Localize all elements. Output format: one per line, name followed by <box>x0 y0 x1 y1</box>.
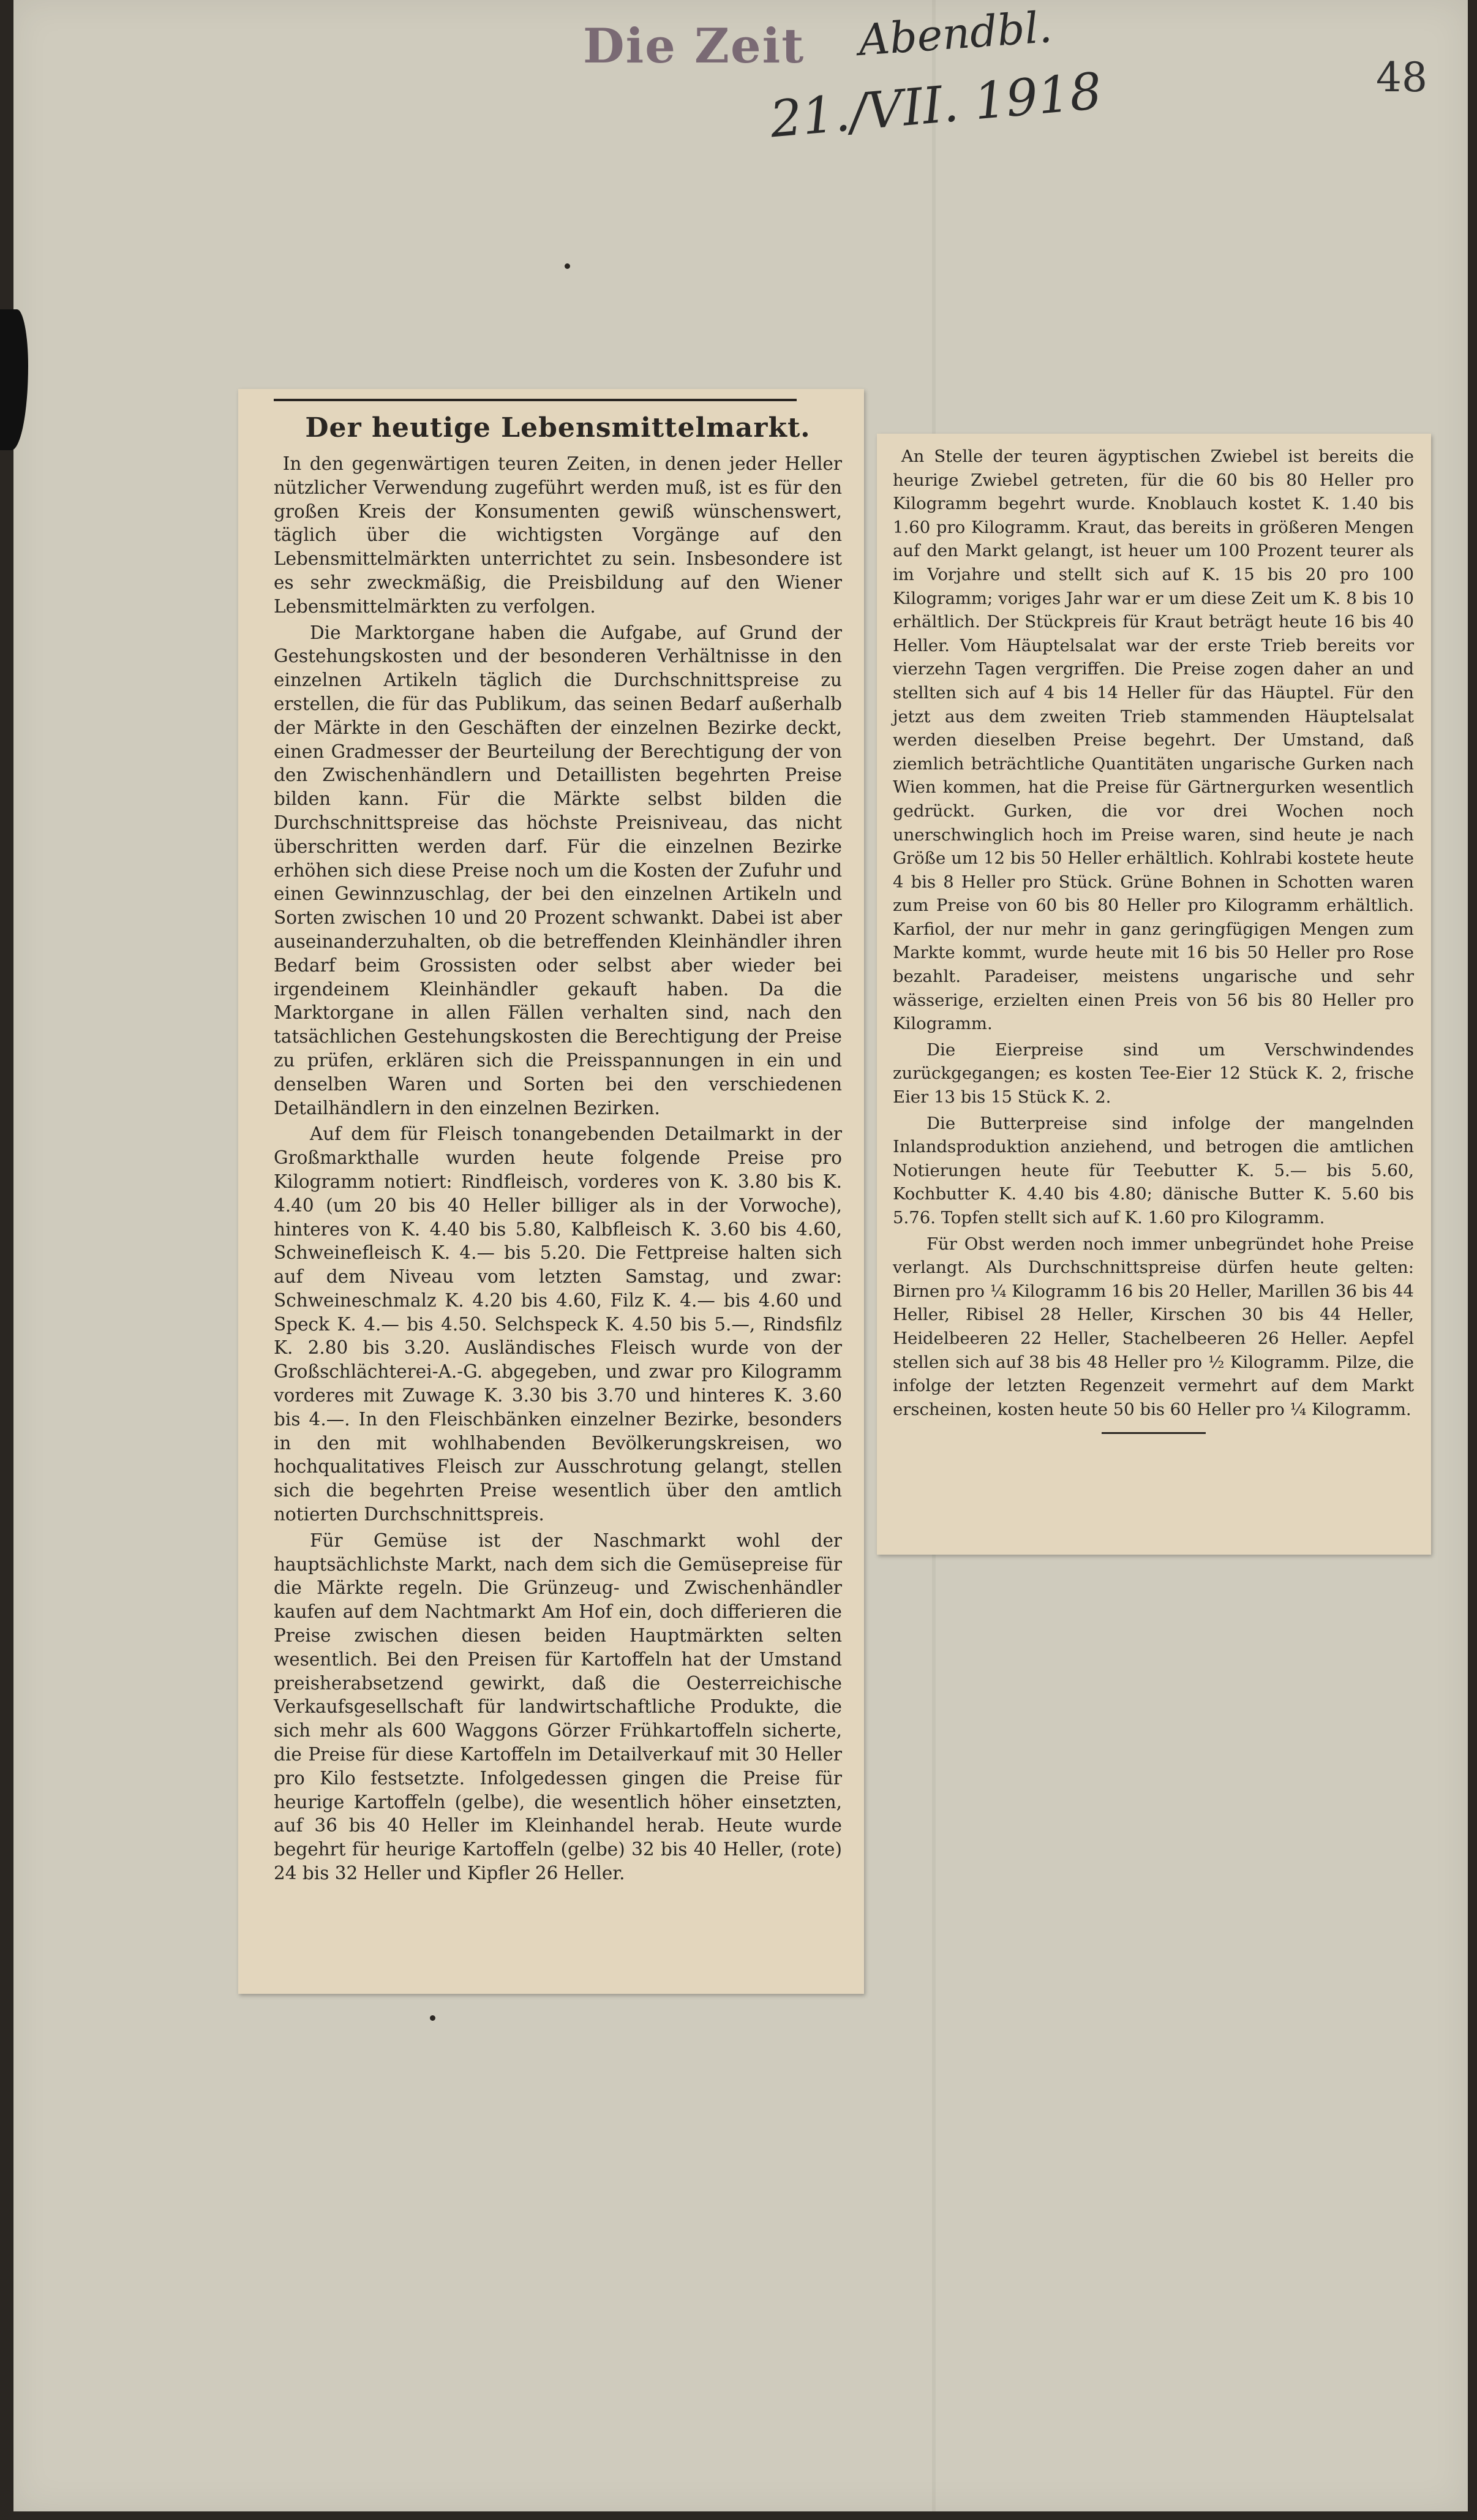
paragraph: Für Gemüse ist der Naschmarkt wohl der hauptsächlichste Markt, nach dem sich die Gemüsepreise für die Märkte regeln. Die Grünzeug- und Zwischenhändler kaufen auf dem Nachtmarkt Am Hof ein, doch differieren die Preise zwischen diesen beiden Hauptmärkten selten wesentlich. Bei den Preisen für Kartoffeln hat der Umstand preisherabsetzend gewirkt, daß die Oesterreichische Verkaufsgesellschaft für landwirtschaftliche Produkte, die sich mehr als 600 Waggons Görzer Frühkartoffeln sicherte, die Preise für diese Kartoffeln im Detailverkauf mit 30 Heller pro Kilo festsetzte. Infolgedessen gingen die Preise für heurige Kartoffeln (gelbe), die wesentlich höher einsetzten, auf 36 bis 40 Heller im Kleinhandel herab. Heute wurde begehrt für heurige Kartoffeln (gelbe) 32 bis 40 Heller, (rote) 24 bis 32 Heller und Kipfler 26 Heller. <box>274 1530 842 1884</box>
paragraph: In den gegenwärtigen teuren Zeiten, in denen jeder Heller nützlicher Verwendung zugeführt werden muß, ist es für den großen Kreis der Konsumenten gewiß wünschenswert, täglich über die wichtigsten Vorgänge auf den Lebensmittelmärkten unterrichtet zu sein. Insbesondere ist es sehr zweckmäßig, die Preisbildung auf den Wiener Lebensmittelmärkten zu verfolgen. <box>274 453 842 617</box>
right-column-text <box>893 445 1414 1421</box>
paragraph: An Stelle der teuren ägyptischen Zwiebel ist bereits die heurige Zwiebel getreten, für die 60 bis 80 Heller pro Kilogramm begehrt wurde. Knoblauch kostet K. 1.40 bis 1.60 pro Kilogramm. Kraut, das bereits in größeren Mengen auf den Markt gelangt, ist heuer um 100 Prozent teurer als im Vorjahre und stellt sich auf K. 15 bis 20 pro 100 Kilogramm; voriges Jahr war er um diese Zeit um K. 8 bis 10 erhältlich. Der Stückpreis für Kraut beträgt heute 16 bis 40 Heller. Vom Häuptelsalat war der erste Trieb bereits vor vierzehn Tagen vergriffen. Die Preise zogen daher an und stellten sich auf 4 bis 14 Heller für das Häuptel. Für den jetzt aus dem zweiten Trieb stammenden Häuptelsalat werden dieselben Preise begehrt. Der Umstand, daß ziemlich beträchtliche Quantitäten ungarische Gurken nach Wien kommen, hat die Preise für Gärtnergurken wesentlich gedrückt. Gurken, die vor drei Wochen noch unerschwinglich hoch im Preise waren, sind heute je nach Größe um 12 bis 50 Heller erhältlich. Kohlrabi kostete heute 4 bis 8 Heller pro Stück. Grüne Bohnen in Schotten waren zum Preise von 60 bis 80 Heller pro Kilogramm erhältlich. Karfiol, der nur mehr in ganz geringfügigen Mengen zum Markte kommt, wurde heute mit 16 bis 50 Heller pro Rose bezahlt. Paradeiser, meistens ungarische und sehr wässerige, erzielten einen Preis von 56 bis 80 Heller pro Kilogramm. <box>893 447 1414 1034</box>
ink-speck <box>565 263 570 269</box>
handwritten-edition: Abendbl. <box>857 2 1054 66</box>
article-title: Der heutige Lebensmittelmarkt. <box>305 412 811 443</box>
paragraph: Die Marktorgane haben die Aufgabe, auf Grund der Gestehungskosten und der besonderen Verhältnisse in den einzelnen Artikeln täglich die Durchschnittspreise zu erstellen, die für das Publikum, das seinen Bedarf außerhalb der Märkte in den Geschäften der einzelnen Bezirke deckt, einen Gradmesser der Beurteilung der Berechtigung der von den Zwischenhändlern und Detaillisten begehrten Preise bilden kann. Für die Märkte selbst bilden die Durchschnittspreise das höchste Preisniveau, das nicht überschritten werden darf. Für die einzelnen Bezirke erhöhen sich diese Preise noch um die Kosten der Zufuhr und einen Gewinnzuschlag, der bei den einzelnen Artikeln und Sorten zwischen 10 und 20 Prozent schwankt. Dabei ist aber auseinanderzuhalten, ob die betreffenden Kleinhändler ihren Bedarf beim Grossisten oder selbst aber wieder bei irgendeinem Kleinhändler gekauft haben. Da die Marktorgane in allen Fällen verhalten sind, nach den tatsächlichen Gestehungskosten die Berechtigung der Preise zu prüfen, erklären sich die Preisspannungen in ein und denselben Waren und Sorten bei den verschiedenen Detailhändlern in den einzelnen Bezirken. <box>274 622 842 1119</box>
title-rule <box>274 399 797 401</box>
page-number: 48 <box>1376 54 1427 101</box>
paragraph: Die Eierpreise sind um Verschwindendes zurückgegangen; es kosten Tee-Eier 12 Stück K. 2, frische Eier 13 bis 15 Stück K. 2. <box>893 1039 1414 1107</box>
clipping-right-column <box>877 434 1431 1555</box>
clipping-left-column <box>238 389 864 1994</box>
paragraph: Auf dem für Fleisch tonangebenden Detailmarkt in der Großmarkthalle wurden heute folgende Preise pro Kilogramm notiert: Rindfleisch, vorderes von K. 3.80 bis K. 4.40 (um 20 bis 40 Heller billiger als in der Vorwoche), hinteres von K. 4.40 bis 5.80, Kalbfleisch K. 3.60 bis 4.60, Schweinefleisch K. 4.— bis 5.20. Die Fettpreise halten sich auf dem Niveau vom letzten Samstag, und zwar: Schweineschmalz K. 4.20 bis 4.60, Filz K. 4.— bis 4.60 und Speck K. 4.— bis 4.50. Selchspeck K. 4.50 bis 5.—, Rindsfilz K. 2.80 bis 3.20. Ausländisches Fleisch wurde von der Großschlächterei-A.-G. abgegeben, und zwar pro Kilogramm vorderes mit Zuwage K. 3.30 bis 3.70 und hinteres K. 3.60 bis 4.—. In den Fleischbänken einzelner Bezirke, besonders in den mit wohlhabenden Bevölkerungskreisen, wo hochqualitatives Fleisch zur Ausschrotung gelangt, stellen sich die begehrten Preise wesentlich über den amtlich notierten Durchschnittspreis. <box>274 1123 842 1525</box>
paragraph: Die Butterpreise sind infolge der mangelnden Inlandsproduktion anziehend, und betrogen die amtlichen Notierungen heute für Teebutter K. 5.— bis 5.60, Kochbutter K. 4.40 bis 4.80; dänische Butter K. 5.60 bis 5.76. Topfen stellt sich auf K. 1.60 pro Kilogramm. <box>893 1113 1414 1228</box>
ink-speck <box>430 2015 435 2021</box>
handwritten-date: 21./VII. 1918 <box>767 62 1104 149</box>
newspaper-stamp: Die Zeit <box>583 18 805 74</box>
archive-sheet <box>13 0 1468 2511</box>
paragraph: Für Obst werden noch immer unbegründet hohe Preise verlangt. Als Durchschnittspreise dürfen heute gelten: Birnen pro ¼ Kilogramm 16 bis 20 Heller, Marillen 36 bis 44 Heller, Ribisel 28 Heller, Kirschen 30 bis 44 Heller, Heidelbeeren 22 Heller, Stachelbeeren 26 Heller. Aepfel stellen sich auf 38 bis 48 Heller pro ½ Kilogramm. Pilze, die infolge der letzten Regenzeit vermehrt auf dem Markt erscheinen, kosten heute 50 bis 60 Heller pro ¼ Kilogramm. <box>893 1234 1414 1419</box>
left-column-text <box>274 452 842 1885</box>
article-end-rule <box>1102 1432 1206 1434</box>
